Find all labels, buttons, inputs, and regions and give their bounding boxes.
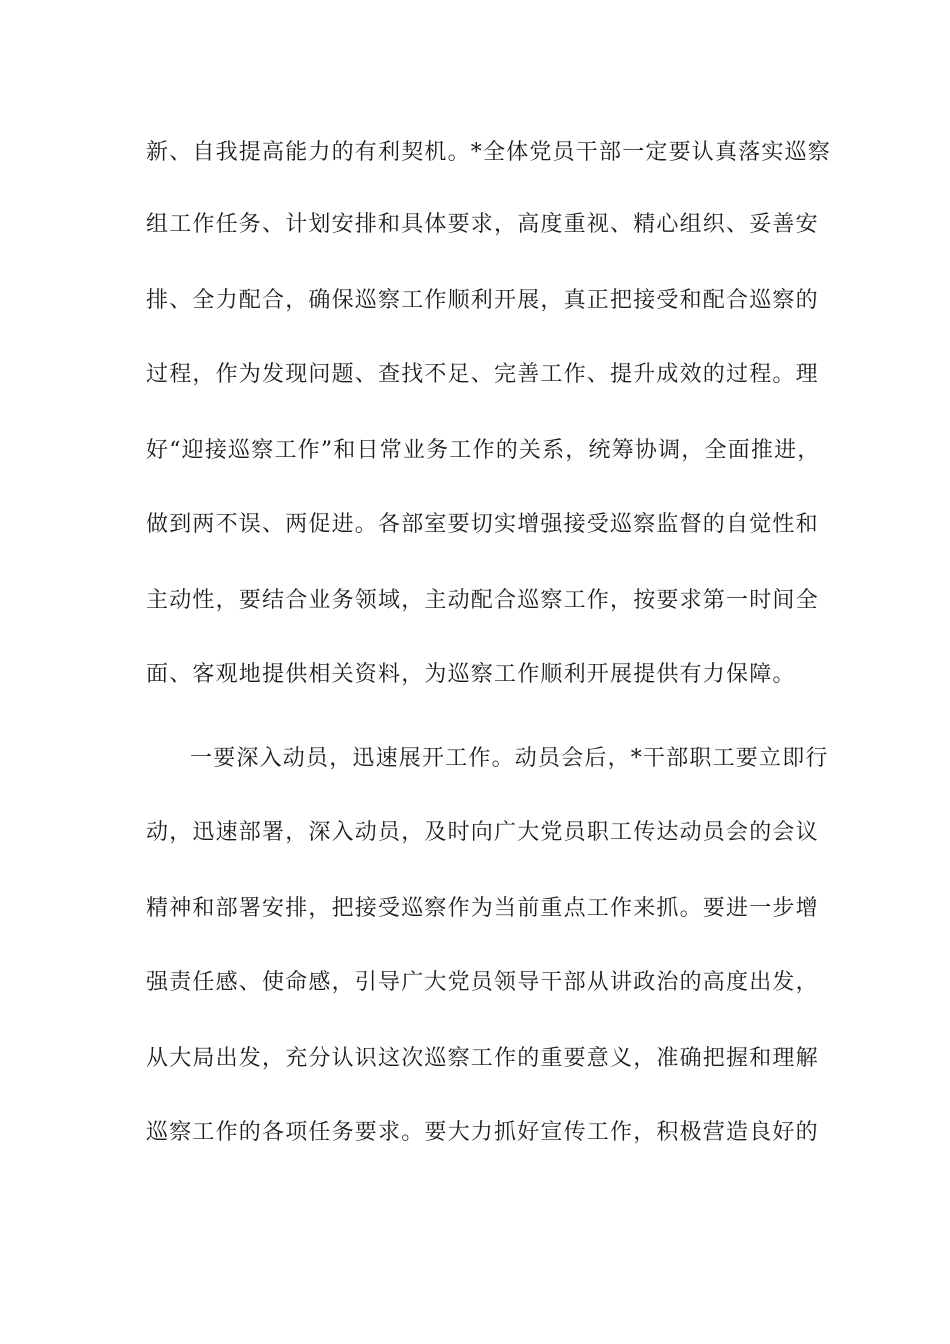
- text-line: 过程，作为发现问题、查找不足、完善工作、提升成效的过程。理: [146, 362, 819, 387]
- text-line: 组工作任务、计划安排和具体要求，高度重视、精心组织、妥善安: [146, 212, 819, 237]
- text-line: 精神和部署安排，把接受巡察作为当前重点工作来抓。要进一步增: [146, 896, 819, 921]
- text-line: 强责任感、使命感，引导广大党员领导干部从讲政治的高度出发，: [146, 970, 819, 995]
- text-line: 动，迅速部署，深入动员，及时向广大党员职工传达动员会的会议: [146, 820, 819, 845]
- text-line: 从大局出发，充分认识这次巡察工作的重要意义，准确把握和理解: [146, 1046, 819, 1071]
- text-line: 巡察工作的各项任务要求。要大力抓好宣传工作，积极营造良好的: [146, 1120, 819, 1145]
- text-line: 做到两不误、两促进。各部室要切实增强接受巡察监督的自觉性和: [146, 512, 819, 537]
- text-line: 排、全力配合，确保巡察工作顺利开展，真正把接受和配合巡察的: [146, 288, 819, 313]
- text-line: 主动性，要结合业务领域，主动配合巡察工作，按要求第一时间全: [146, 588, 819, 613]
- text-line: 面、客观地提供相关资料，为巡察工作顺利开展提供有力保障。: [146, 662, 796, 687]
- text-line: 新、自我提高能力的有利契机。*全体党员干部一定要认真落实巡察: [146, 140, 832, 165]
- text-line: 一要深入动员，迅速展开工作。动员会后，*干部职工要立即行: [190, 746, 829, 771]
- text-line: 好“迎接巡察工作”和日常业务工作的关系，统筹协调，全面推进，: [146, 438, 821, 463]
